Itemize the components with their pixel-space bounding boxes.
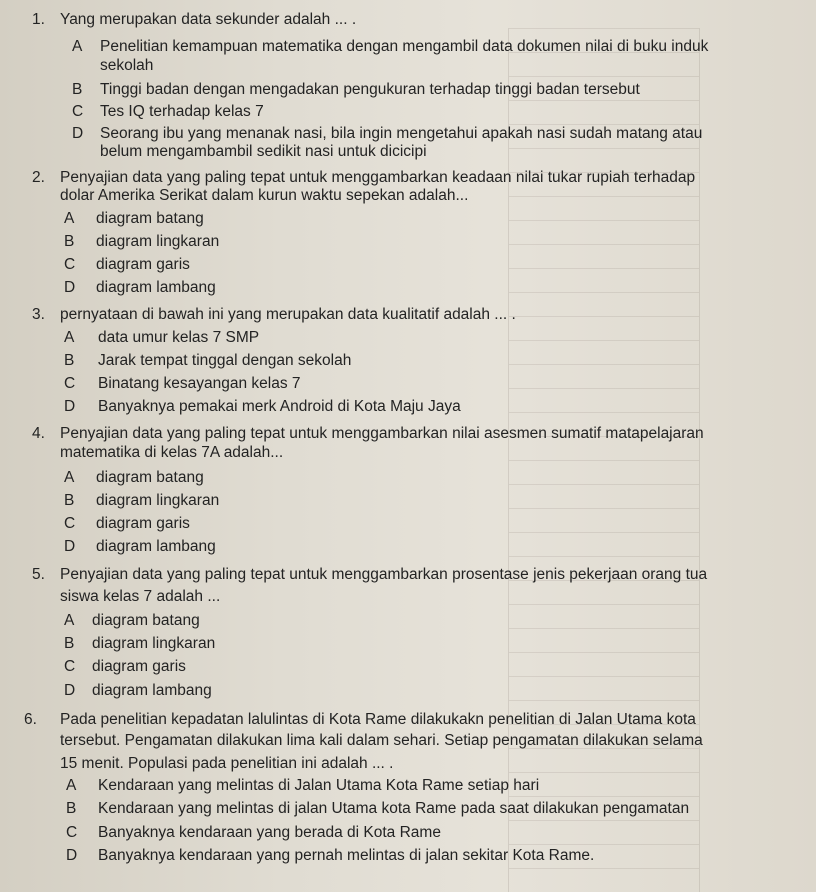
option-text: Penelitian kemampuan matematika dengan mengambil data dokumen nilai di buku induk bbox=[100, 38, 709, 55]
question-number: 4. bbox=[32, 425, 45, 442]
option-text: Tes IQ terhadap kelas 7 bbox=[100, 103, 264, 120]
option-letter: A bbox=[66, 777, 77, 794]
question-text: Yang merupakan data sekunder adalah ... . bbox=[60, 11, 357, 28]
option-letter: D bbox=[72, 125, 84, 142]
question-number: 1. bbox=[32, 11, 45, 28]
option-text: Banyaknya kendaraan yang pernah melintas di jalan sekitar Kota Rame. bbox=[98, 847, 595, 864]
question-text: Penyajian data yang paling tepat untuk menggambarkan nilai asesmen sumatif matapelajaran bbox=[60, 425, 704, 442]
option-letter: C bbox=[66, 824, 78, 841]
question-number: 5. bbox=[32, 566, 45, 583]
question-text: Pada penelitian kepadatan lalulintas di Kota Rame dilakukakn penelitian di Jalan Utama kota bbox=[60, 711, 696, 728]
question-text: Penyajian data yang paling tepat untuk menggambarkan prosentase jenis pekerjaan orang tua bbox=[60, 566, 708, 583]
option-text: Kendaraan yang melintas di Jalan Utama Kota Rame setiap hari bbox=[98, 777, 540, 794]
question-text-cont: siswa kelas 7 adalah ... bbox=[60, 588, 221, 605]
option-text: Binatang kesayangan kelas 7 bbox=[98, 375, 301, 392]
option-letter: A bbox=[64, 469, 75, 486]
option-text: diagram lingkaran bbox=[92, 635, 216, 652]
option-letter: B bbox=[66, 800, 77, 817]
option-text: diagram lingkaran bbox=[96, 492, 220, 509]
show-through-table bbox=[508, 28, 700, 892]
option-text: diagram batang bbox=[92, 612, 200, 629]
option-letter: B bbox=[64, 233, 75, 250]
option-text-cont: sekolah bbox=[100, 57, 154, 74]
option-text: Seorang ibu yang menanak nasi, bila ingin mengetahui apakah nasi sudah matang atau bbox=[100, 125, 703, 142]
option-letter: D bbox=[64, 279, 76, 296]
option-letter: A bbox=[64, 210, 75, 227]
question-text-cont: matematika di kelas 7A adalah... bbox=[60, 444, 284, 461]
question-text: pernyataan di bawah ini yang merupakan data kualitatif adalah ... . bbox=[60, 306, 516, 323]
option-text: diagram batang bbox=[96, 469, 204, 486]
option-text: data umur kelas 7 SMP bbox=[98, 329, 260, 346]
question-text-cont: 15 menit. Populasi pada penelitian ini adalah ... . bbox=[60, 755, 394, 772]
option-letter: A bbox=[64, 612, 75, 629]
option-letter: C bbox=[72, 103, 84, 120]
option-letter: B bbox=[64, 352, 75, 369]
option-text: diagram garis bbox=[96, 515, 190, 532]
option-text: Banyaknya pemakai merk Android di Kota Maju Jaya bbox=[98, 398, 461, 415]
option-text: diagram garis bbox=[92, 658, 186, 675]
option-letter: D bbox=[64, 538, 76, 555]
option-text: diagram lambang bbox=[96, 538, 216, 555]
option-letter: B bbox=[64, 492, 75, 509]
option-letter: C bbox=[64, 515, 76, 532]
option-text: diagram batang bbox=[96, 210, 204, 227]
option-letter: C bbox=[64, 375, 76, 392]
option-text: diagram lingkaran bbox=[96, 233, 220, 250]
option-letter: A bbox=[64, 329, 75, 346]
option-letter: D bbox=[64, 398, 76, 415]
option-text: diagram lambang bbox=[96, 279, 216, 296]
option-text: Jarak tempat tinggal dengan sekolah bbox=[98, 352, 352, 369]
option-letter: D bbox=[64, 682, 76, 699]
question-number: 3. bbox=[32, 306, 45, 323]
option-letter: C bbox=[64, 658, 76, 675]
option-text: Banyaknya kendaraan yang berada di Kota Rame bbox=[98, 824, 441, 841]
option-text-cont: belum mengambambil sedikit nasi untuk dicicipi bbox=[100, 143, 427, 160]
option-letter: C bbox=[64, 256, 76, 273]
question-text-cont: tersebut. Pengamatan dilakukan lima kali dalam sehari. Setiap pengamatan dilakukan selama bbox=[60, 732, 703, 749]
option-text: diagram lambang bbox=[92, 682, 212, 699]
option-text: Tinggi badan dengan mengadakan pengukuran terhadap tinggi badan tersebut bbox=[100, 81, 640, 98]
option-text: diagram garis bbox=[96, 256, 190, 273]
question-number: 2. bbox=[32, 169, 45, 186]
option-letter: B bbox=[72, 81, 83, 98]
option-letter: A bbox=[72, 38, 83, 55]
question-text: Penyajian data yang paling tepat untuk menggambarkan keadaan nilai tukar rupiah terhadap bbox=[60, 169, 696, 186]
question-number: 6. bbox=[24, 711, 37, 728]
option-text: Kendaraan yang melintas di jalan Utama kota Rame pada saat dilakukan pengamatan bbox=[98, 800, 690, 817]
option-letter: D bbox=[66, 847, 78, 864]
option-letter: B bbox=[64, 635, 75, 652]
question-text-cont: dolar Amerika Serikat dalam kurun waktu sepekan adalah... bbox=[60, 187, 469, 204]
